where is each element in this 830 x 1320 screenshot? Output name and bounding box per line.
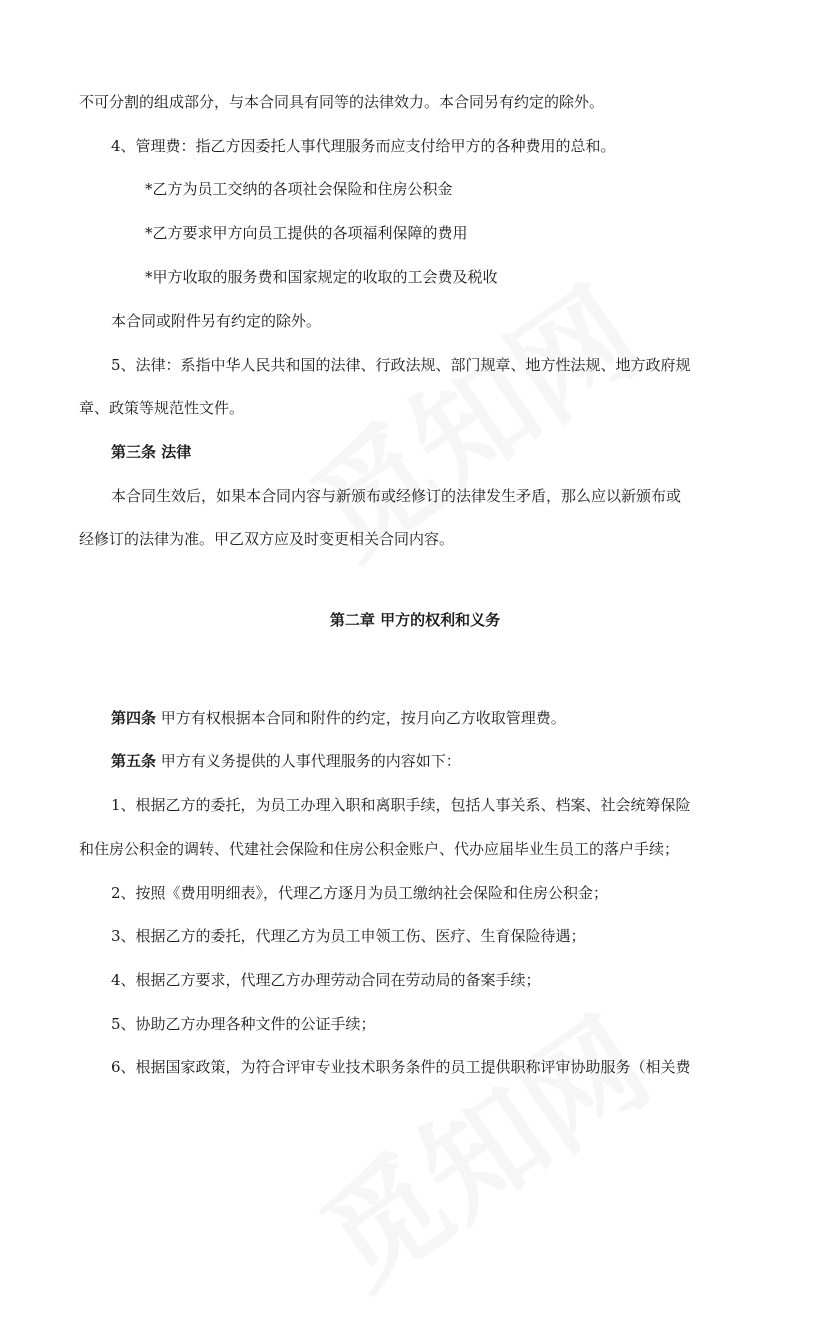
paragraph-line: 和住房公积金的调转、代建社会保险和住房公积金账户、代办应届毕业生员工的落户手续； — [79, 840, 680, 858]
bullet-item: *甲方收取的服务费和国家规定的收取的工会费及税收 — [145, 268, 498, 286]
service-item-1: 1、根据乙方的委托，为员工办理入职和离职手续，包括人事关系、档案、社会统筹保险 — [111, 796, 691, 814]
bullet-item: *乙方为员工交纳的各项社会保险和住房公积金 — [145, 180, 453, 198]
chapter-2-title: 第二章 甲方的权利和义务 — [329, 611, 501, 629]
article-3-heading: 第三条 法律 — [111, 443, 192, 461]
service-item-2: 2、按照《费用明细表》，代理乙方逐月为员工缴纳社会保险和住房公积金； — [111, 884, 609, 902]
service-item-4: 4、根据乙方要求，代理乙方办理劳动合同在劳动局的备案手续； — [111, 971, 541, 989]
article-4 — [111, 707, 783, 729]
paragraph-line: 本合同或附件另有约定的除外。 — [111, 312, 322, 330]
service-item-6: 6、根据国家政策，为符合评审专业技术职务条件的员工提供职称评审协助服务（相关费 — [111, 1058, 691, 1076]
bullet-item: *乙方要求甲方向员工提供的各项福利保障的费用 — [145, 224, 468, 242]
service-item-3: 3、根据乙方的委托，代理乙方为员工申领工伤、医疗、生育保险待遇； — [111, 927, 586, 945]
article-5-label: 第五条 — [111, 752, 157, 770]
article-4-text: 甲方有权根据本合同和附件的约定，按月向乙方收取管理费。 — [160, 709, 566, 727]
article-5-text: 甲方有义务提供的人事代理服务的内容如下： — [160, 752, 461, 770]
paragraph-line: 章、政策等规范性文件。 — [79, 399, 245, 417]
paragraph-line: 不可分割的组成部分，与本合同具有同等的法律效力。本合同另有约定的除外。 — [79, 93, 605, 111]
article-5 — [111, 750, 783, 772]
clause-4-management-fee: 4、管理费：指乙方因委托人事代理服务而应支付给甲方的各种费用的总和。 — [111, 137, 616, 155]
paragraph-line: 经修订的法律为准。甲乙双方应及时变更相关合同内容。 — [79, 530, 455, 548]
article-4-label: 第四条 — [111, 709, 157, 727]
clause-5-law: 5、法律：系指中华人民共和国的法律、行政法规、部门规章、地方性法规、地方政府规 — [111, 356, 691, 374]
service-item-5: 5、协助乙方办理各种文件的公证手续； — [111, 1015, 376, 1033]
paragraph-line: 本合同生效后，如果本合同内容与新颁布或经修订的法律发生矛盾，那么应以新颁布或 — [111, 487, 682, 505]
